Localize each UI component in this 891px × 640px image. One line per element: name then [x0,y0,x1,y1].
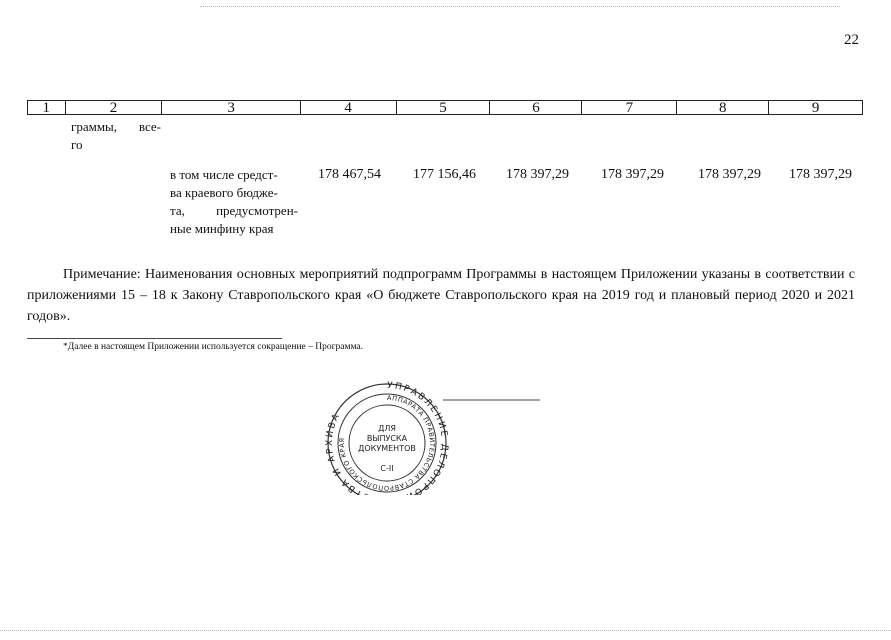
header-col-9: 9 [768,101,862,114]
funding-source-line: ва краевого бюдже- [170,185,278,200]
value-col-4: 178 467,54 [318,167,381,182]
table-header-row [27,100,863,115]
stamp-graphic [325,370,545,495]
header-col-5: 5 [396,101,490,114]
value-col-5: 177 156,46 [413,167,476,182]
header-col-2: 2 [65,101,162,114]
header-col-6: 6 [489,101,581,114]
scan-edge-top [200,6,840,7]
funding-source-line: та, [170,203,185,218]
header-col-1: 1 [42,100,51,116]
funding-source-label [170,166,298,238]
official-stamp [325,370,545,500]
note-paragraph: Примечание: Наименования основных мероприятий подпрограмм Программы в настоящем Приложении указаны в соответствии с приложениями 15 – 18 к Закону Ставропольского края «О бюджете Ставропольского края на 2019 год и плановый период 2020 и 2021 годов». [27,267,855,324]
program-total-word2: все- [138,119,161,134]
stamp-center-line: ВЫПУСКА [366,434,408,443]
page-number: 22 [844,32,859,48]
program-total-word3: го [71,137,83,152]
program-total-word1: граммы, [71,119,118,134]
stamp-center-line: ДЛЯ [378,424,396,433]
stamp-center-line: ДОКУМЕНТОВ [358,444,416,453]
header-col-3: 3 [161,101,299,114]
header-col-4: 4 [300,101,396,114]
program-total-label [71,118,161,154]
scan-edge-bottom [0,630,891,631]
value-col-8: 178 397,29 [698,167,761,182]
header-col-7: 7 [581,101,676,114]
funding-source-line: предусмотрен- [216,203,298,218]
stamp-inner-text: АППАРАТА ПРАВИТЕЛЬСТВА СТАВРОПОЛЬСКОГО КРАЯ [337,393,437,493]
header-col-8: 8 [676,101,768,114]
value-col-9: 178 397,29 [789,167,852,182]
funding-source-line: ные минфину края [170,221,274,236]
stamp-outer-text: УПРАВЛЕНИЕ ДЕЛОПРО ТВА И АРХИВА [325,380,450,495]
stamp-code: С-II [380,464,394,473]
value-col-7: 178 397,29 [601,167,664,182]
footnote: *Далее в настоящем Приложении используется сокращение – Программа. [63,342,364,352]
value-col-6: 178 397,29 [506,167,569,182]
funding-source-line: в том числе средст- [170,167,278,182]
footnote-divider [27,338,282,339]
